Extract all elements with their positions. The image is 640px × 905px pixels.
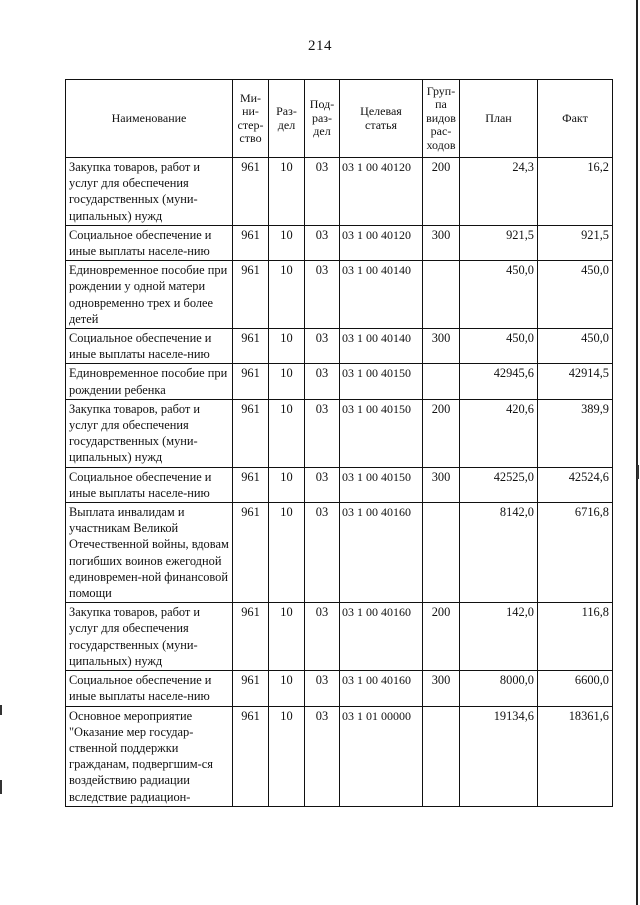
cell-group: 200	[423, 399, 460, 467]
cell-fact: 6600,0	[538, 671, 613, 706]
budget-table	[65, 79, 613, 807]
cell-section: 10	[269, 467, 305, 502]
cell-plan: 8000,0	[460, 671, 538, 706]
cell-plan: 420,6	[460, 399, 538, 467]
cell-ministry: 961	[233, 261, 269, 329]
cell-fact: 6716,8	[538, 503, 613, 603]
cell-name: Социальное обеспечение и иные выплаты населе-нию	[66, 329, 233, 364]
cell-fact: 921,5	[538, 225, 613, 260]
cell-ministry: 961	[233, 399, 269, 467]
table-row	[66, 399, 613, 467]
cell-group	[423, 706, 460, 806]
cell-article: 03 1 00 40160	[340, 671, 423, 706]
cell-subsection: 03	[305, 706, 340, 806]
cell-article: 03 1 00 40160	[340, 503, 423, 603]
cell-name: Выплата инвалидам и участникам Великой Отечественной войны, вдовам погибших воинов ежегодной единовремен-ной финансовой помощи	[66, 503, 233, 603]
page-edge-rule	[636, 0, 638, 905]
cell-group: 300	[423, 671, 460, 706]
cell-group: 200	[423, 603, 460, 671]
table-row	[66, 329, 613, 364]
cell-name: Основное мероприятие "Оказание мер государ-ственной поддержки гражданам, подвергшим-ся воздействию радиации вследствие радиацион-	[66, 706, 233, 806]
cell-ministry: 961	[233, 706, 269, 806]
cell-ministry: 961	[233, 364, 269, 399]
cell-section: 10	[269, 329, 305, 364]
cell-section: 10	[269, 671, 305, 706]
cell-fact: 18361,6	[538, 706, 613, 806]
scan-artifact	[0, 780, 2, 794]
cell-fact: 16,2	[538, 158, 613, 226]
cell-section: 10	[269, 503, 305, 603]
cell-name: Социальное обеспечение и иные выплаты населе-нию	[66, 225, 233, 260]
cell-ministry: 961	[233, 225, 269, 260]
cell-subsection: 03	[305, 503, 340, 603]
cell-name: Закупка товаров, работ и услуг для обеспечения государственных (муни-ципальных) нужд	[66, 158, 233, 226]
page-number: 214	[308, 38, 332, 54]
cell-name: Единовременное пособие при рождении у одной матери одновременно трех и более детей	[66, 261, 233, 329]
cell-article: 03 1 00 40150	[340, 399, 423, 467]
col-header-target-article: Целевая статья	[340, 80, 423, 158]
cell-subsection: 03	[305, 329, 340, 364]
table-row	[66, 364, 613, 399]
table-header-row	[66, 80, 613, 158]
col-header-fact: Факт	[538, 80, 613, 158]
col-header-ministry: Ми- ни- стер- ство	[233, 80, 269, 158]
cell-fact: 116,8	[538, 603, 613, 671]
cell-section: 10	[269, 364, 305, 399]
cell-section: 10	[269, 399, 305, 467]
cell-name: Закупка товаров, работ и услуг для обеспечения государственных (муни-ципальных) нужд	[66, 603, 233, 671]
cell-name: Социальное обеспечение и иные выплаты населе-нию	[66, 467, 233, 502]
cell-section: 10	[269, 225, 305, 260]
table-row	[66, 225, 613, 260]
cell-section: 10	[269, 261, 305, 329]
cell-ministry: 961	[233, 467, 269, 502]
col-header-plan: План	[460, 80, 538, 158]
cell-article: 03 1 00 40120	[340, 225, 423, 260]
cell-group	[423, 261, 460, 329]
cell-plan: 24,3	[460, 158, 538, 226]
cell-section: 10	[269, 603, 305, 671]
cell-name: Закупка товаров, работ и услуг для обеспечения государственных (муни-ципальных) нужд	[66, 399, 233, 467]
scan-artifact	[637, 465, 639, 479]
cell-fact: 42914,5	[538, 364, 613, 399]
col-header-name: Наименование	[66, 80, 233, 158]
cell-article: 03 1 01 00000	[340, 706, 423, 806]
col-header-section: Раз- дел	[269, 80, 305, 158]
cell-subsection: 03	[305, 671, 340, 706]
cell-name: Единовременное пособие при рождении ребенка	[66, 364, 233, 399]
cell-ministry: 961	[233, 671, 269, 706]
cell-subsection: 03	[305, 399, 340, 467]
col-header-expense-group: Груп- па видов рас- ходов	[423, 80, 460, 158]
cell-group: 200	[423, 158, 460, 226]
cell-ministry: 961	[233, 158, 269, 226]
table-row	[66, 158, 613, 226]
cell-article: 03 1 00 40140	[340, 261, 423, 329]
cell-plan: 42945,6	[460, 364, 538, 399]
cell-article: 03 1 00 40150	[340, 467, 423, 502]
cell-group: 300	[423, 467, 460, 502]
col-header-subsection: Под- раз- дел	[305, 80, 340, 158]
cell-group	[423, 503, 460, 603]
cell-article: 03 1 00 40160	[340, 603, 423, 671]
cell-plan: 8142,0	[460, 503, 538, 603]
cell-article: 03 1 00 40150	[340, 364, 423, 399]
cell-plan: 450,0	[460, 329, 538, 364]
cell-article: 03 1 00 40120	[340, 158, 423, 226]
cell-plan: 450,0	[460, 261, 538, 329]
table-row	[66, 603, 613, 671]
cell-subsection: 03	[305, 261, 340, 329]
scan-artifact	[0, 705, 2, 715]
cell-ministry: 961	[233, 503, 269, 603]
cell-section: 10	[269, 158, 305, 226]
cell-plan: 142,0	[460, 603, 538, 671]
cell-subsection: 03	[305, 603, 340, 671]
cell-article: 03 1 00 40140	[340, 329, 423, 364]
cell-fact: 450,0	[538, 329, 613, 364]
cell-section: 10	[269, 706, 305, 806]
cell-subsection: 03	[305, 364, 340, 399]
cell-name: Социальное обеспечение и иные выплаты населе-нию	[66, 671, 233, 706]
table-row	[66, 261, 613, 329]
cell-plan: 19134,6	[460, 706, 538, 806]
table-row	[66, 706, 613, 806]
cell-subsection: 03	[305, 158, 340, 226]
table-row	[66, 671, 613, 706]
cell-plan: 42525,0	[460, 467, 538, 502]
cell-ministry: 961	[233, 329, 269, 364]
cell-group: 300	[423, 225, 460, 260]
cell-fact: 42524,6	[538, 467, 613, 502]
table-row	[66, 467, 613, 502]
cell-fact: 450,0	[538, 261, 613, 329]
cell-plan: 921,5	[460, 225, 538, 260]
cell-group: 300	[423, 329, 460, 364]
table-row	[66, 503, 613, 603]
cell-fact: 389,9	[538, 399, 613, 467]
cell-ministry: 961	[233, 603, 269, 671]
cell-group	[423, 364, 460, 399]
cell-subsection: 03	[305, 225, 340, 260]
cell-subsection: 03	[305, 467, 340, 502]
